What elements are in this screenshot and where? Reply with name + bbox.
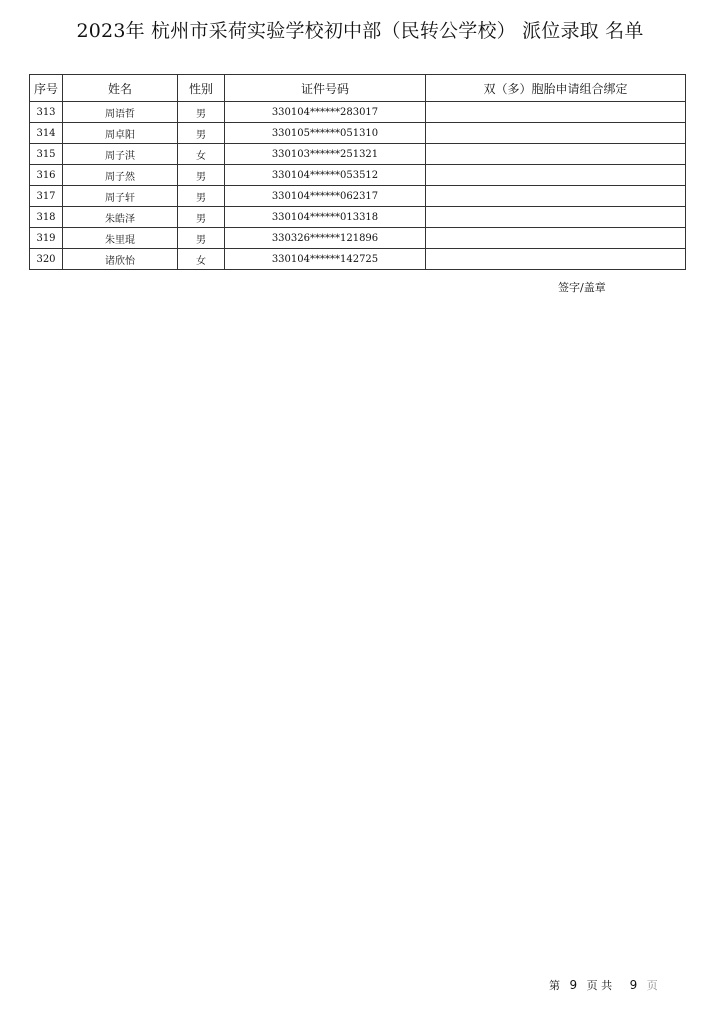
cell-id-number: 330104******053512 (225, 165, 426, 186)
header-twin-binding: 双（多）胞胎申请组合绑定 (426, 75, 686, 102)
page-footer (549, 977, 658, 993)
page-title: 2023年 杭州市采荷实验学校初中部（民转公学校） 派位录取 名单 (76, 20, 644, 42)
header-gender: 性别 (178, 75, 225, 102)
cell-id-number: 330103******251321 (225, 144, 426, 165)
cell-twin-binding (426, 144, 686, 165)
cell-gender: 男 (178, 207, 225, 228)
cell-twin-binding (426, 207, 686, 228)
cell-id-number: 330104******283017 (225, 102, 426, 123)
header-id-number: 证件号码 (225, 75, 426, 102)
cell-name: 周子淇 (63, 144, 178, 165)
current-page-number: 9 (569, 978, 578, 992)
footer-suffix: 页 (646, 979, 658, 992)
cell-gender: 男 (178, 123, 225, 144)
cell-serial-number: 319 (30, 228, 63, 249)
cell-twin-binding (426, 228, 686, 249)
cell-serial-number: 313 (30, 102, 63, 123)
header-serial-number: 序号 (30, 75, 63, 102)
cell-name: 周语哲 (63, 102, 178, 123)
footer-middle: 页 共 (586, 979, 613, 992)
cell-serial-number: 318 (30, 207, 63, 228)
cell-twin-binding (426, 102, 686, 123)
cell-twin-binding (426, 249, 686, 270)
cell-twin-binding (426, 123, 686, 144)
admission-table (29, 74, 686, 270)
cell-id-number: 330326******121896 (225, 228, 426, 249)
cell-serial-number: 320 (30, 249, 63, 270)
cell-name: 周子轩 (63, 186, 178, 207)
table-row (30, 186, 686, 207)
cell-gender: 男 (178, 186, 225, 207)
cell-name: 周卓阳 (63, 123, 178, 144)
table-row (30, 165, 686, 186)
table-header-row (30, 75, 686, 102)
cell-gender: 男 (178, 165, 225, 186)
cell-name: 朱里琨 (63, 228, 178, 249)
table-row (30, 228, 686, 249)
cell-id-number: 330104******142725 (225, 249, 426, 270)
cell-gender: 女 (178, 144, 225, 165)
table-row (30, 102, 686, 123)
cell-id-number: 330104******062317 (225, 186, 426, 207)
table-row (30, 123, 686, 144)
cell-name: 朱皓泽 (63, 207, 178, 228)
cell-id-number: 330105******051310 (225, 123, 426, 144)
table-row (30, 207, 686, 228)
cell-twin-binding (426, 186, 686, 207)
header-name: 姓名 (63, 75, 178, 102)
cell-id-number: 330104******013318 (225, 207, 426, 228)
cell-name: 周子然 (63, 165, 178, 186)
table-row (30, 144, 686, 165)
cell-serial-number: 317 (30, 186, 63, 207)
total-page-number: 9 (629, 978, 638, 992)
cell-gender: 女 (178, 249, 225, 270)
footer-prefix: 第 (549, 979, 560, 992)
cell-twin-binding (426, 165, 686, 186)
cell-serial-number: 314 (30, 123, 63, 144)
cell-name: 诸欣怡 (63, 249, 178, 270)
cell-serial-number: 316 (30, 165, 63, 186)
cell-gender: 男 (178, 228, 225, 249)
cell-gender: 男 (178, 102, 225, 123)
table-row (30, 249, 686, 270)
cell-serial-number: 315 (30, 144, 63, 165)
signature-label: 签字/盖章 (558, 281, 606, 294)
